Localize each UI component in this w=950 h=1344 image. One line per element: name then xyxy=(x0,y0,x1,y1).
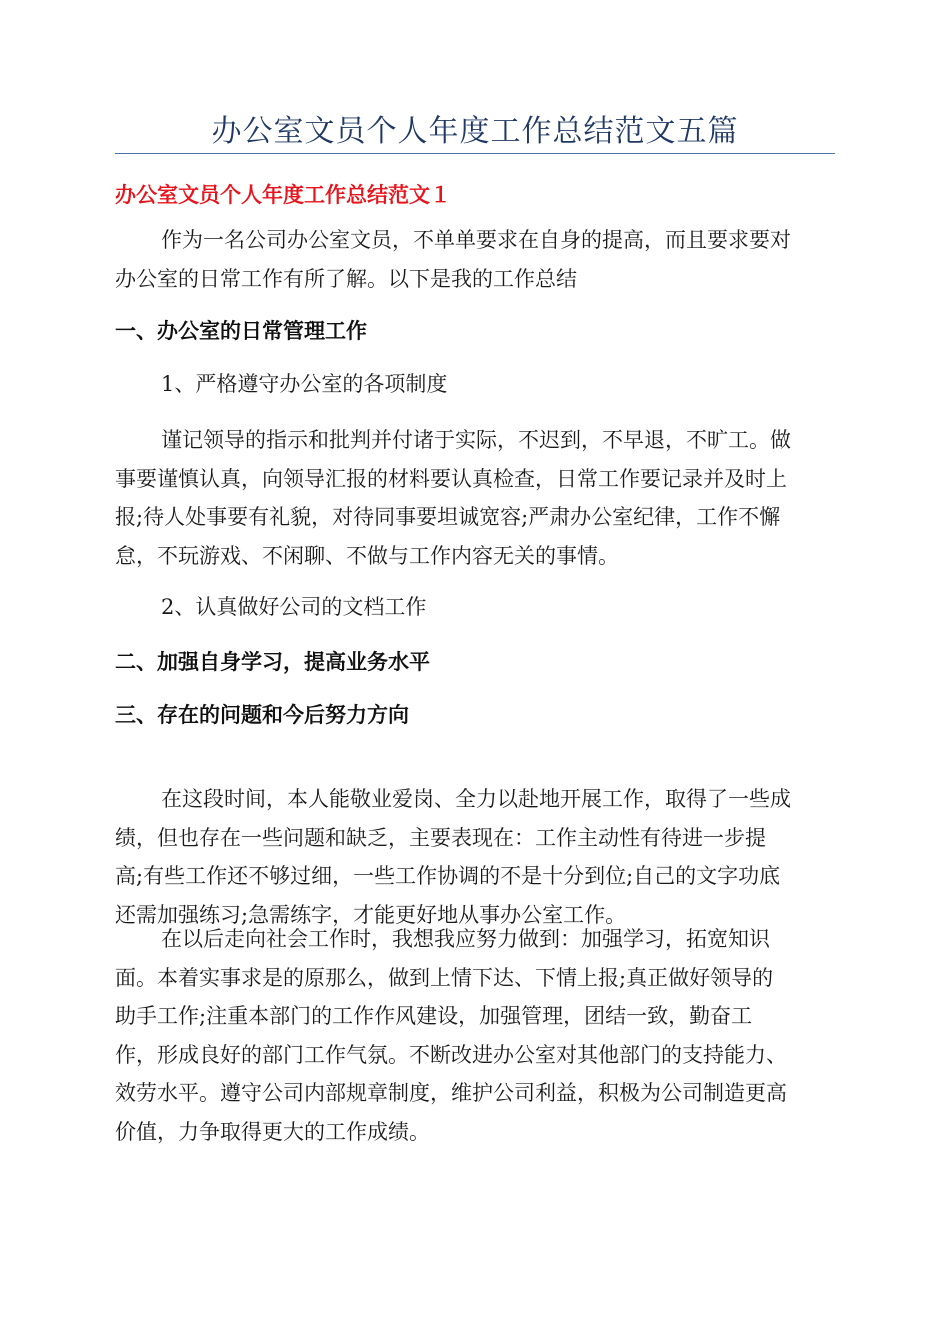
paragraph-line: 效劳水平。遵守公司内部规章制度，维护公司利益，积极为公司制造更高 xyxy=(115,1081,787,1105)
paragraph-line: 价值，力争取得更大的工作成绩。 xyxy=(115,1119,430,1144)
paragraph-line: 还需加强练习;急需练字，才能更好地从事办公室工作。 xyxy=(115,902,627,927)
item-office-rules: 1、严格遵守办公室的各项制度 xyxy=(161,372,448,396)
document-title: 办公室文员个人年度工作总结范文五篇 xyxy=(211,114,739,149)
paragraph-line: 作，形成良好的部门工作气氛。不断改进办公室对其他部门的支持能力、 xyxy=(115,1042,787,1067)
section-title: 办公室文员个人年度工作总结范文１ xyxy=(115,183,451,207)
intro-paragraph xyxy=(115,221,835,298)
heading-daily-management: 一、办公室的日常管理工作 xyxy=(115,319,367,343)
paragraph-line: 助手工作;注重本部门的工作作风建设，加强管理，团结一致，勤奋工 xyxy=(115,1004,753,1028)
paragraph-line: 在这段时间，本人能敬业爱岗、全力以赴地开展工作，取得了一些成 xyxy=(161,787,791,811)
title-underline xyxy=(115,153,835,154)
heading-self-study: 二、加强自身学习，提高业务水平 xyxy=(115,650,430,674)
heading-problems: 三、存在的问题和今后努力方向 xyxy=(115,703,409,727)
paragraph-line: 在以后走向社会工作时，我想我应努力做到：加强学习，拓宽知识 xyxy=(161,927,770,951)
paragraph-line: 谨记领导的指示和批判并付诸于实际，不迟到，不早退，不旷工。做 xyxy=(161,428,791,452)
problems-paragraph xyxy=(115,780,835,934)
rules-paragraph xyxy=(115,421,835,575)
paragraph-line: 高;有些工作还不够过细，一些工作协调的不是十分到位;自己的文字功底 xyxy=(115,864,781,888)
paragraph-line: 办公室的日常工作有所了解。以下是我的工作总结 xyxy=(115,266,577,291)
paragraph-line: 怠，不玩游戏、不闲聊、不做与工作内容无关的事情。 xyxy=(115,543,619,568)
paragraph-line: 事要谨慎认真，向领导汇报的材料要认真检查，日常工作要记录并及时上 xyxy=(115,466,787,491)
paragraph-line: 作为一名公司办公室文员，不单单要求在自身的提高，而且要求要对 xyxy=(161,228,791,252)
paragraph-line: 报;待人处事要有礼貌，对待同事要坦诚宽容;严肃办公室纪律，工作不懈 xyxy=(115,505,781,529)
item-document-work: 2、认真做好公司的文档工作 xyxy=(161,595,427,619)
paragraph-line: 绩，但也存在一些问题和缺乏，主要表现在：工作主动性有待进一步提 xyxy=(115,825,766,850)
future-paragraph xyxy=(115,920,835,1151)
paragraph-line: 面。本着实事求是的原那么，做到上情下达、下情上报;真正做好领导的 xyxy=(115,965,774,990)
